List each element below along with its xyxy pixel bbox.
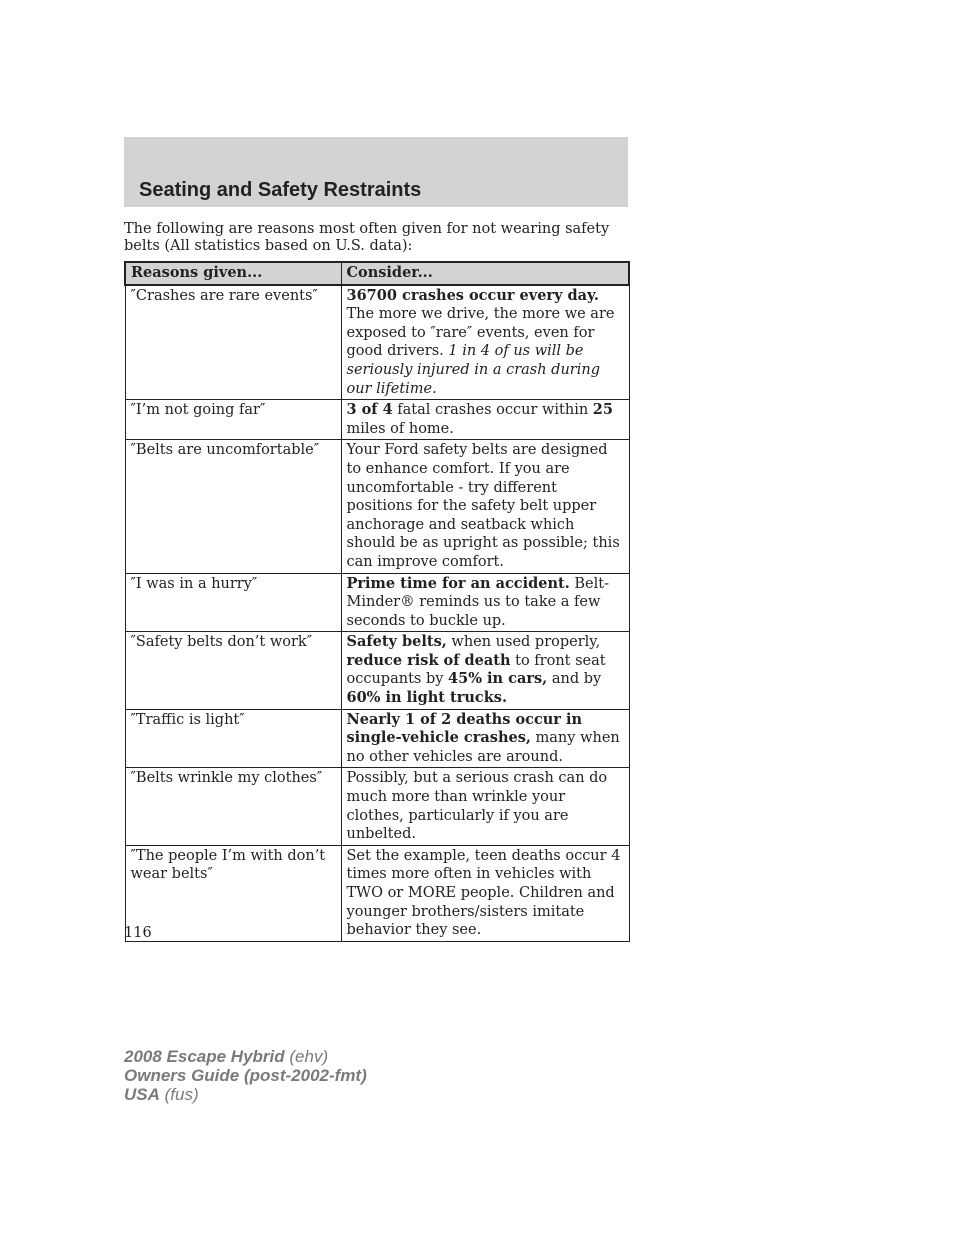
table-header-row [125,262,629,285]
consider-segment: Belt-Minder® reminds us to take a few seconds to buckle up. [346,575,610,629]
reason-cell: ″Belts are uncomfortable″ [125,440,341,573]
footer-guide-name: Owners Guide (post-2002-fmt) [124,1066,367,1085]
table-row [125,573,629,632]
consider-segment: miles of home. [346,420,454,437]
consider-segment: 3 of 4 [346,401,393,419]
footer-market-code: (fus) [164,1085,199,1104]
consider-segment: 60% in light trucks. [346,689,508,707]
consider-segment: Set the example, teen deaths occur 4 times more often in vehicles with TWO or MORE people. Children and younger brothers/sisters imitate behavior they see. [346,847,621,939]
consider-cell [341,285,629,400]
consider-segment: Safety belts, [346,633,447,651]
footer-line-market [124,1085,367,1104]
reason-cell: ″Safety belts don’t work″ [125,632,341,709]
consider-segment: 36700 crashes occur every day. [346,286,599,304]
table-row [125,768,629,845]
section-header-band [124,137,628,207]
consider-segment: Prime time for an accident. [346,574,570,592]
consider-cell [341,400,629,440]
footer-market-name: USA [124,1085,160,1104]
table-row [125,400,629,440]
consider-segment: 1 in 4 of us will be seriously injured in a crash during our lifetime. [346,343,600,397]
reason-cell: ″Traffic is light″ [125,709,341,768]
consider-segment: and by [547,671,602,688]
consider-cell [341,440,629,573]
reason-cell: ″Crashes are rare events″ [125,285,341,400]
table-row [125,440,629,573]
consider-segment: when used properly, [446,634,601,651]
consider-segment: The more we drive, the more we are exposed to ″rare″ events, even for good drivers. [346,306,615,360]
intro-paragraph: The following are reasons most often given for not wearing safety belts (All statistics based on U.S. data): [124,221,610,254]
table-row [125,285,629,400]
consider-segment: Nearly 1 of 2 deaths occur in single-vehicle crashes, [346,710,583,747]
consider-segment: many when no other vehicles are around. [346,730,620,765]
reasons-table [124,261,630,942]
consider-segment: 45% in cars, [448,670,548,688]
table-row [125,709,629,768]
consider-cell [341,573,629,632]
reason-cell: ″The people I’m with don’t wear belts″ [125,845,341,941]
section-title: Seating and Safety Restraints [139,179,422,201]
consider-cell [341,768,629,845]
page-number: 116 [124,925,152,941]
reason-cell: ″I’m not going far″ [125,400,341,440]
table-row [125,632,629,709]
reason-cell: ″Belts wrinkle my clothes″ [125,768,341,845]
consider-segment: Your Ford safety belts are designed to enhance comfort. If you are uncomfortable - try different positions for the safety belt upper anchorage and seatback which should be as upright as possible; this can improve comfort. [346,442,620,570]
table-row [125,845,629,941]
consider-segment: fatal crashes occur within [392,402,593,419]
reason-cell: ″I was in a hurry″ [125,573,341,632]
footer-line-guide [124,1066,367,1085]
consider-segment: Possibly, but a serious crash can do much more than wrinkle your clothes, particularly if you are unbelted. [346,770,608,843]
consider-segment: 25 [592,401,613,419]
document-footer [124,1047,367,1104]
consider-segment: to front seat occupants by [346,652,606,688]
footer-model-code: (ehv) [289,1047,329,1066]
footer-model-name: 2008 Escape Hybrid [124,1047,285,1066]
consider-cell [341,632,629,709]
consider-segment: reduce risk of death [346,651,511,669]
consider-cell [341,709,629,768]
consider-cell [341,845,629,941]
footer-line-model [124,1047,367,1066]
column-header-reasons: Reasons given... [125,262,341,285]
column-header-consider: Consider... [341,262,629,285]
